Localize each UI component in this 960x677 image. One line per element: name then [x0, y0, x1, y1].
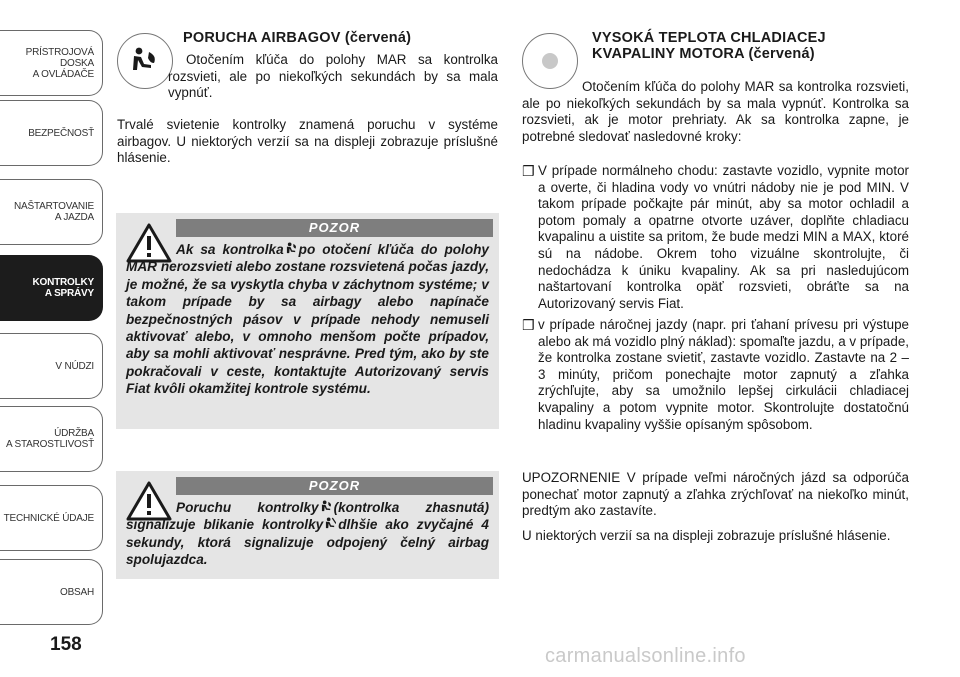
watermark: carmanualsonline.info: [545, 645, 746, 667]
tab-label: KONTROLKY A SPRÁVY: [32, 277, 94, 299]
tab-label: V NÚDZI: [55, 360, 94, 372]
warning-header: POZOR: [176, 219, 493, 237]
coolant-display-note: U niektorých verzií sa na displeji zobrazuje príslušné hlásenie.: [522, 528, 891, 543]
warning-header: POZOR: [176, 477, 493, 495]
airbag-warning-icon: [286, 242, 297, 255]
list-item-text: V prípade normálneho chodu: zastavte vozidlo, vypnite motor a overte, či hladina vody vo vnútri nádoby nie je pod MIN. V takom prípade počkajte pár minút, aby sa motor ochladil a potom pomaly a opatrne otvorte uzáver, doplňte chladiacu kvapalinu a uistite sa pritom, že bude medzi MIN a MAX, ktoré sú na nádobe. Okrem toho vizuálne skontrolujte, či nedochádza k úniku kvapaliny. Ak sa pri nasledujúcom naštartovaní kontrolka opäť rozsvieti, obráťte sa na Autorizovaný servis Fiat.: [538, 163, 909, 311]
tab-label: PRÍSTROJOVÁ DOSKA A OVLÁDAČE: [25, 46, 94, 80]
tab-bezpecnost[interactable]: [0, 100, 103, 166]
warning-text-part: (kontrolka zhasnutá) signalizuje blikanie kontrolky: [126, 500, 489, 533]
airbag-section-title: PORUCHA AIRBAGOV (červená): [183, 30, 412, 46]
page-number: 158: [50, 634, 82, 655]
tab-obsah[interactable]: [0, 559, 103, 625]
airbag-paragraph-1: Otočením kľúča do polohy MAR sa kontrolka rozsvieti, ale po niekoľkých sekundách by sa mala vypnúť.: [168, 52, 498, 101]
coolant-note: UPOZORNENIE V prípade veľmi náročných jázd sa odporúča ponechať motor zapnutý a zľahka zrýchľovať na niekoľko minút, predtým ako zastavíte.: [522, 470, 909, 519]
list-item: [522, 163, 909, 312]
tab-label: NAŠTARTOVANIE A JAZDA: [13, 201, 94, 223]
tab-kontrolky[interactable]: [0, 255, 103, 321]
airbag-paragraph-2: Trvalé svietenie kontrolky znamená poruchu v systéme airbagov. U niektorých verzií sa na displeji zobrazuje príslušné hlásenie.: [117, 117, 498, 166]
tab-v-nudzi[interactable]: [0, 333, 103, 399]
checkbox-bullet-icon: ❒: [522, 317, 535, 333]
warning-text-part: Poruchu kontrolky: [176, 500, 319, 515]
warning-box-2: [116, 471, 499, 579]
coolant-paragraph-1: Otočením kľúča do polohy MAR sa kontrolka rozsvieti, ale po niekoľkých sekundách by sa mala vypnúť. Kontrolka sa rozsvieti, ak je motor prehriaty. Ak sa kontrolka zapne, je potrebné sledovať nasledovné kroky:: [522, 79, 909, 144]
tab-technicke-udaje[interactable]: [0, 485, 103, 551]
tab-nastartovanie[interactable]: [0, 179, 103, 245]
airbag-warning-icon: [321, 500, 332, 513]
list-item: [522, 317, 909, 433]
warning-box-1: [116, 213, 499, 429]
tab-label: OBSAH: [59, 586, 94, 598]
warning-text-part: po otočení kľúča do polohy MAR nerozsvieti alebo zostane rozsvietená počas jazdy, je možné, že sa vyskytla chyba v záchytnom systéme; v takom prípade by sa airbagy alebo napínače bezpečnostných pásov v prípade nehody nemuseli aktivovať alebo, v omnoho menšom počte prípadov, aby sa mohli aktivovať nesprávne. Pred tým, ako by ste pokračovali v ceste, kontaktujte Autorizovaný servis Fiat kvôli okamžitej kontrole systému.: [126, 242, 489, 397]
list-item-text: v prípade náročnej jazdy (napr. pri ťahaní prívesu pri výstupe alebo ak má vozidlo plný náklad): spomaľte jazdu, a v prípade, že kontrolka zostane svietiť, zastavte vozidlo. Zastavte na 2 – 3 minúty, pričom ponechajte motor zapnutý a zľahka zrýchľujte, aby sa umožnilo lepšej cirkulácii chladiacej kvapaliny a potom vypnite motor. Skontrolujte dostatočnú hladinu kvapaliny vyššie opísaným spôsobom.: [538, 317, 909, 432]
tab-label: BEZPEČNOSŤ: [28, 127, 94, 139]
warning-text-2: [126, 499, 489, 569]
warning-text-1: [126, 241, 489, 398]
checkbox-bullet-icon: ❒: [522, 163, 535, 179]
tab-label: ÚDRŽBA A STAROSTLIVOSŤ: [6, 428, 94, 450]
tab-pristrojova-doska[interactable]: [0, 30, 103, 96]
warning-text-part: dlhšie ako zvyčajné 4 sekundy, ktorá signalizuje odpojený čelný airbag spolujazdca.: [126, 517, 489, 568]
coolant-section-title: VYSOKÁ TEPLOTA CHLADIACEJ KVAPALINY MOTORA (červená): [592, 30, 826, 62]
passenger-airbag-off-icon: [325, 517, 336, 530]
tab-label: TECHNICKÉ ÚDAJE: [3, 512, 94, 524]
warning-text-part: Ak sa kontrolka: [176, 242, 284, 257]
airbag-warning-icon: [117, 33, 173, 89]
tab-udrzba[interactable]: [0, 406, 103, 472]
